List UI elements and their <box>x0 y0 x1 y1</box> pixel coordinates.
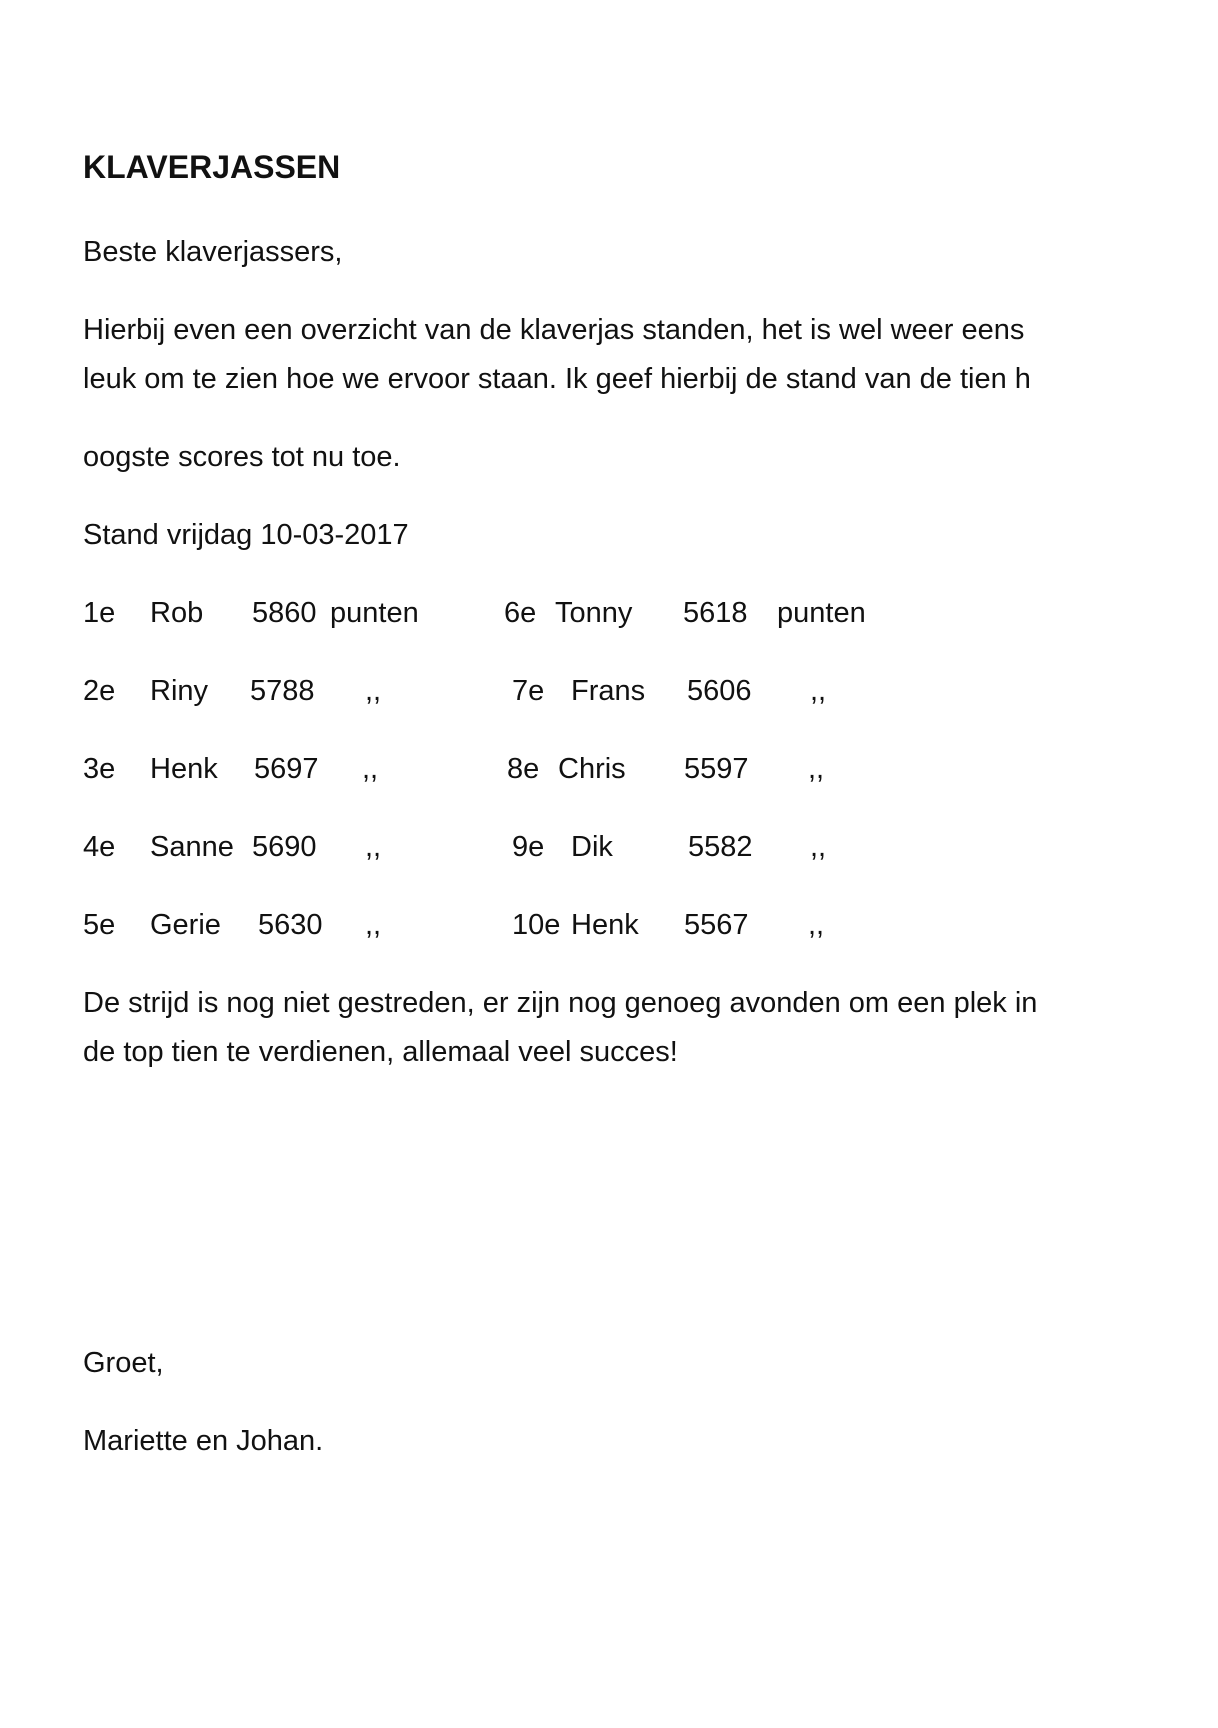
unit: punten <box>330 597 419 629</box>
player-name: Rob <box>150 597 204 629</box>
unit: ,, <box>365 909 382 941</box>
score: 5860 <box>252 597 317 629</box>
score: 5630 <box>258 909 323 941</box>
rank: 9e <box>512 831 545 863</box>
signature: Mariette en Johan. <box>83 1425 324 1457</box>
score: 5690 <box>252 831 317 863</box>
player-name: Gerie <box>150 909 221 941</box>
unit: ,, <box>810 831 827 863</box>
score: 5597 <box>684 753 749 785</box>
rank: 3e <box>83 753 116 785</box>
player-name: Henk <box>571 909 639 941</box>
rank: 6e <box>504 597 537 629</box>
unit: ,, <box>810 675 827 707</box>
closing-line-1: De strijd is nog niet gestreden, er zijn nog genoeg avonden om een plek in <box>83 987 1038 1019</box>
unit: punten <box>777 597 866 629</box>
score: 5618 <box>683 597 748 629</box>
player-name: Chris <box>558 753 626 785</box>
greeting: Beste klaverjassers, <box>83 236 343 268</box>
rank: 7e <box>512 675 545 707</box>
rank: 2e <box>83 675 116 707</box>
closing-line-2: de top tien te verdienen, allemaal veel succes! <box>83 1036 678 1068</box>
signoff: Groet, <box>83 1347 164 1379</box>
player-name: Sanne <box>150 831 234 863</box>
score: 5567 <box>684 909 749 941</box>
intro-line-1: Hierbij even een overzicht van de klaverjas standen, het is wel weer eens <box>83 314 1025 346</box>
rank: 5e <box>83 909 116 941</box>
score: 5788 <box>250 675 315 707</box>
player-name: Frans <box>571 675 646 707</box>
rank: 1e <box>83 597 116 629</box>
intro-line-3: oogste scores tot nu toe. <box>83 441 401 473</box>
score: 5697 <box>254 753 319 785</box>
unit: ,, <box>808 753 825 785</box>
document-title: KLAVERJASSEN <box>83 149 341 185</box>
unit: ,, <box>808 909 825 941</box>
rank: 4e <box>83 831 116 863</box>
player-name: Riny <box>150 675 209 707</box>
score: 5582 <box>688 831 753 863</box>
player-name: Tonny <box>555 597 633 629</box>
unit: ,, <box>365 675 382 707</box>
unit: ,, <box>362 753 379 785</box>
unit: ,, <box>365 831 382 863</box>
score: 5606 <box>687 675 752 707</box>
player-name: Henk <box>150 753 218 785</box>
stand-date: Stand vrijdag 10-03-2017 <box>83 519 409 551</box>
rank: 8e <box>507 753 540 785</box>
rank: 10e <box>512 909 561 941</box>
player-name: Dik <box>571 831 613 863</box>
intro-line-2: leuk om te zien hoe we ervoor staan. Ik geef hierbij de stand van de tien h <box>83 363 1031 395</box>
